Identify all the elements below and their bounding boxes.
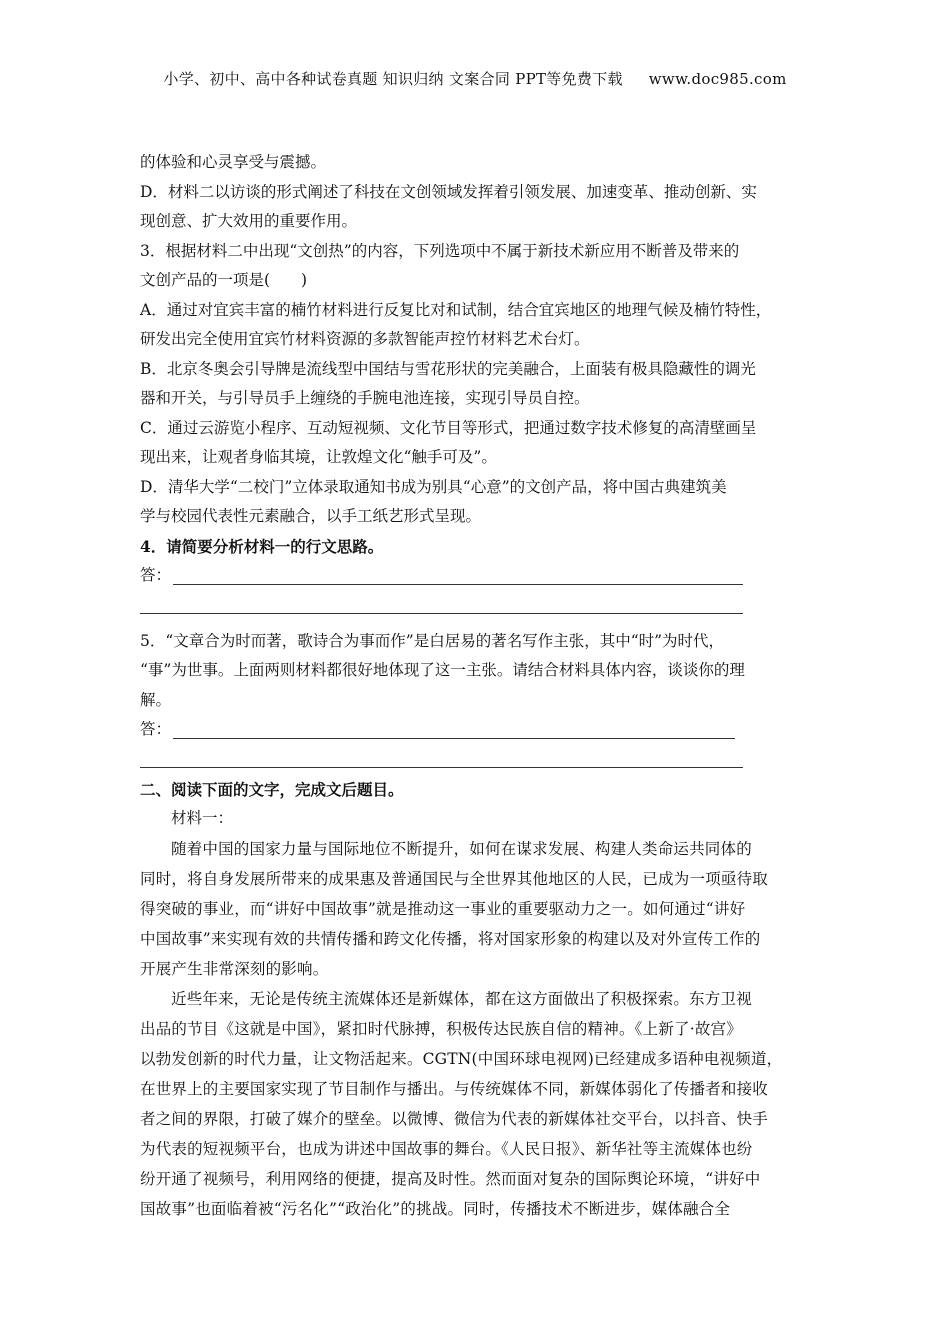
- q3-option-a-line2: 研发出完全使用宜宾竹材料资源的多款智能声控竹材料艺术台灯。: [140, 330, 590, 348]
- q5-answer-blank-2[interactable]: [140, 745, 743, 768]
- header-url[interactable]: www.doc985.com: [648, 70, 787, 88]
- paragraph-line: 者之间的界限，打破了媒介的壁垒。以微博、微信为代表的新媒体社交平台，以抖音、快手: [140, 1109, 769, 1128]
- q3-option-b-line1: B．北京冬奥会引导牌是流线型中国结与雪花形状的完美融合，上面装有极具隐藏性的调光: [140, 359, 756, 378]
- page-header: [0, 68, 950, 89]
- paragraph-line: 开展产生非常深刻的影响。: [140, 959, 329, 978]
- q5-answer-line[interactable]: [140, 715, 820, 745]
- paragraph-line: 为代表的短视频平台，也成为讲述中国故事的舞台。《人民日报》、新华社等主流媒体也纷: [140, 1139, 753, 1158]
- material-1-title: 材料一：: [171, 809, 234, 827]
- continued-line: 的体验和心灵享受与震撼。: [140, 153, 327, 171]
- paragraph-line: 以勃发创新的时代力量，让文物活起来。CGTN(中国环球电视网)已经建成多语种电视频道，: [140, 1049, 783, 1068]
- q5-answer-blank[interactable]: [173, 718, 735, 739]
- document-body: [140, 148, 820, 1224]
- q5-answer-label: 答：: [140, 720, 172, 738]
- question-3-line2: 文创产品的一项是( ): [140, 271, 308, 289]
- question-5-line1: 5．“文章合为时而著，歌诗合为事而作”是白居易的著名写作主张，其中“时”为时代，: [140, 631, 725, 650]
- section-2-heading: 二、阅读下面的文字，完成文后题目。: [140, 779, 404, 799]
- paragraph-line: 得突破的事业，而“讲好中国故事”就是推动这一事业的重要驱动力之一。如何通过“讲好: [140, 899, 746, 918]
- paragraph-line: 同时，将自身发展所带来的成果惠及普通国民与全世界其他地区的人民，已成为一项亟待取: [140, 869, 769, 888]
- material-1-paragraph-1: [140, 834, 820, 984]
- q3-option-b-line2: 器和开关，与引导员手上缠绕的手腕电池连接，实现引导员自控。: [140, 389, 590, 407]
- material-1-paragraph-2: [140, 984, 820, 1224]
- paragraph-line: 出品的节目《这就是中国》，紧扣时代脉搏，积极传达民族自信的精神。《上新了·故宫》: [140, 1019, 742, 1038]
- paragraph-line: 国故事”也面临着被“污名化”“政治化”的挑战。同时，传播技术不断进步，媒体融合全: [140, 1199, 731, 1218]
- q4-answer-line[interactable]: [140, 561, 820, 591]
- question-3-line1: 3．根据材料二中出现“文创热”的内容，下列选项中不属于新技术新应用不断普及带来的: [140, 241, 740, 260]
- q4-answer-blank[interactable]: [173, 564, 743, 585]
- paragraph-line: 随着中国的国家力量与国际地位不断提升，如何在谋求发展、构建人类命运共同体的: [171, 839, 752, 858]
- paragraph-line: 中国故事”来实现有效的共情传播和跨文化传播，将对国家形象的构建以及对外宣传工作的: [140, 929, 761, 948]
- question-4: 4．请简要分析材料一的行文思路。: [140, 536, 384, 556]
- paragraph-line: 纷开通了视频号，利用网络的便捷，提高及时性。然而面对复杂的国际舆论环境，“讲好中: [140, 1169, 761, 1188]
- paragraph-line: 在世界上的主要国家实现了节目制作与播出。与传统媒体不同，新媒体弱化了传播者和接收: [140, 1079, 769, 1098]
- q3-option-d-line1: D．清华大学“二校门”立体录取通知书成为别具“心意”的文创产品，将中国古典建筑美: [140, 477, 727, 496]
- header-text: 小学、初中、高中各种试卷真题 知识归纳 文案合同 PPT等免费下载: [163, 70, 623, 88]
- q3-option-c-line1: C．通过云游览小程序、互动短视频、文化节目等形式，把通过数字技术修复的高清壁画呈: [140, 418, 757, 437]
- q2-option-d-line2: 现创意、扩大效用的重要作用。: [140, 212, 358, 230]
- q4-answer-label: 答：: [140, 566, 172, 584]
- question-5-line3: 解。: [140, 690, 172, 709]
- paragraph-line: 近些年来，无论是传统主流媒体还是新媒体，都在这方面做出了积极探索。东方卫视: [171, 989, 752, 1008]
- question-5-line2: “事”为世事。上面两则材料都很好地体现了这一主张。请结合材料具体内容，谈谈你的理: [140, 661, 745, 679]
- q3-option-c-line2: 现出来，让观者身临其境，让敦煌文化“触手可及”。: [140, 448, 497, 466]
- q3-option-a-line1: A．通过对宜宾丰富的楠竹材料进行反复比对和试制，结合宜宾地区的地理气候及楠竹特性，: [140, 300, 772, 319]
- q3-option-d-line2: 学与校园代表性元素融合，以手工纸艺形式呈现。: [140, 507, 482, 525]
- q2-option-d-line1: D．材料二以访谈的形式阐述了科技在文创领域发挥着引领发展、加速变革、推动创新、实: [140, 182, 757, 201]
- q4-answer-blank-2[interactable]: [140, 591, 743, 614]
